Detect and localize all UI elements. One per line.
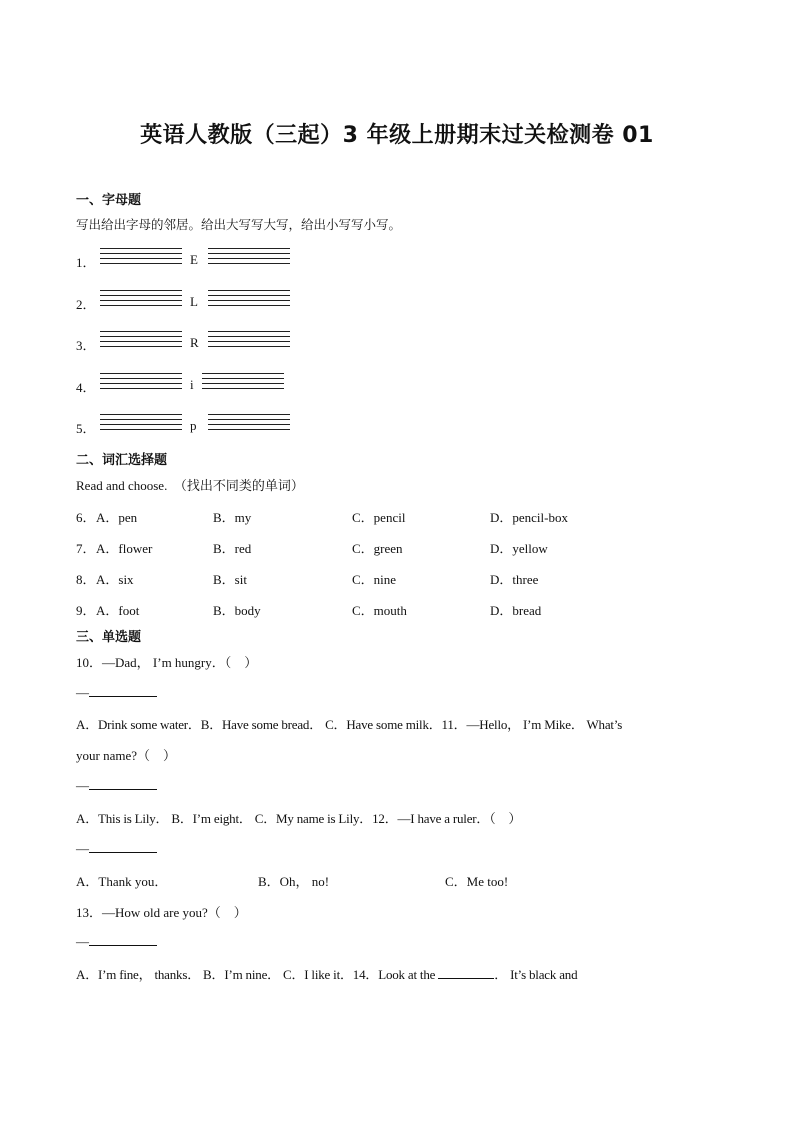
- question-10: 10．—Dad， I’m hungry．（ ）: [76, 655, 258, 670]
- question-number: 6．: [76, 510, 96, 525]
- question-number: 9．: [76, 603, 96, 618]
- option-a[interactable]: A．foot: [96, 603, 140, 618]
- option-d[interactable]: D．bread: [490, 603, 542, 618]
- question-11-continued: your name?（ ）: [76, 748, 177, 763]
- option-c[interactable]: C．green: [352, 541, 403, 556]
- question-14-blank[interactable]: [438, 966, 494, 979]
- question-10-options: A．Drink some water．B．Have some bread． C．Have some milk．11．—Hello， I’m Mike． What’s: [76, 717, 623, 732]
- question-number: 8．: [76, 572, 96, 587]
- section-heading-letters: 一、字母题: [76, 193, 142, 208]
- option-a[interactable]: A．six: [96, 572, 134, 587]
- given-letter: E: [190, 252, 198, 267]
- writing-lines-after[interactable]: [208, 414, 290, 434]
- option-b[interactable]: B．sit: [213, 572, 247, 587]
- option-d[interactable]: D．pencil-box: [490, 510, 568, 525]
- option-c[interactable]: C．nine: [352, 572, 397, 587]
- question-11-options: A．This is Lily． B．I’m eight． C．My name is Lily．12．—I have a ruler．（ ）: [76, 811, 522, 826]
- question-number: 3．: [76, 338, 96, 353]
- question-number: 4．: [76, 380, 96, 395]
- option-a[interactable]: A．flower: [96, 541, 153, 556]
- writing-lines-before[interactable]: [100, 331, 182, 351]
- option-b[interactable]: B．red: [213, 541, 252, 556]
- writing-lines-after[interactable]: [208, 248, 290, 268]
- question-number: 7．: [76, 541, 96, 556]
- question-13: 13．—How old are you?（ ）: [76, 905, 247, 920]
- writing-lines-before[interactable]: [100, 373, 182, 393]
- answer-blank-10[interactable]: —: [76, 684, 157, 701]
- section-instruction-vocab: Read and choose. （找出不同类的单词）: [76, 478, 304, 493]
- writing-lines-before[interactable]: [100, 414, 182, 434]
- writing-lines-before[interactable]: [100, 290, 182, 310]
- section-heading-mc: 三、单选题: [76, 630, 142, 645]
- option-c[interactable]: C．mouth: [352, 603, 407, 618]
- option-b[interactable]: B．my: [213, 510, 252, 525]
- writing-lines-after[interactable]: [202, 373, 284, 393]
- section-heading-vocab: 二、词汇选择题: [76, 453, 168, 468]
- option-b[interactable]: B．body: [213, 603, 261, 618]
- answer-blank-11[interactable]: —: [76, 777, 157, 794]
- option-d[interactable]: D．yellow: [490, 541, 548, 556]
- question-12-option-a[interactable]: A．Thank you．: [76, 874, 168, 889]
- writing-lines-before[interactable]: [100, 248, 182, 268]
- question-number: 2．: [76, 297, 96, 312]
- question-12-option-b[interactable]: B．Oh， no!: [258, 874, 330, 889]
- writing-lines-after[interactable]: [208, 331, 290, 351]
- given-letter: p: [190, 418, 197, 433]
- writing-lines-after[interactable]: [208, 290, 290, 310]
- option-d[interactable]: D．three: [490, 572, 539, 587]
- question-13-options: A．I’m fine， thanks． B．I’m nine． C．I like it．14．Look at the ． It’s black and: [76, 967, 578, 982]
- option-c[interactable]: C．pencil: [352, 510, 406, 525]
- answer-blank-13[interactable]: —: [76, 933, 157, 950]
- question-number: 5．: [76, 421, 96, 436]
- option-a[interactable]: A．pen: [96, 510, 138, 525]
- given-letter: i: [190, 377, 194, 392]
- page-title: 英语人教版（三起）3 年级上册期末过关检测卷 01: [140, 123, 654, 148]
- answer-blank-12[interactable]: —: [76, 840, 157, 857]
- question-number: 1．: [76, 255, 96, 270]
- question-12-option-c[interactable]: C．Me too!: [445, 874, 509, 889]
- given-letter: L: [190, 294, 198, 309]
- section-instruction-letters: 写出给出字母的邻居。给出大写写大写，给出小写写小写。: [76, 217, 402, 232]
- given-letter: R: [190, 335, 199, 350]
